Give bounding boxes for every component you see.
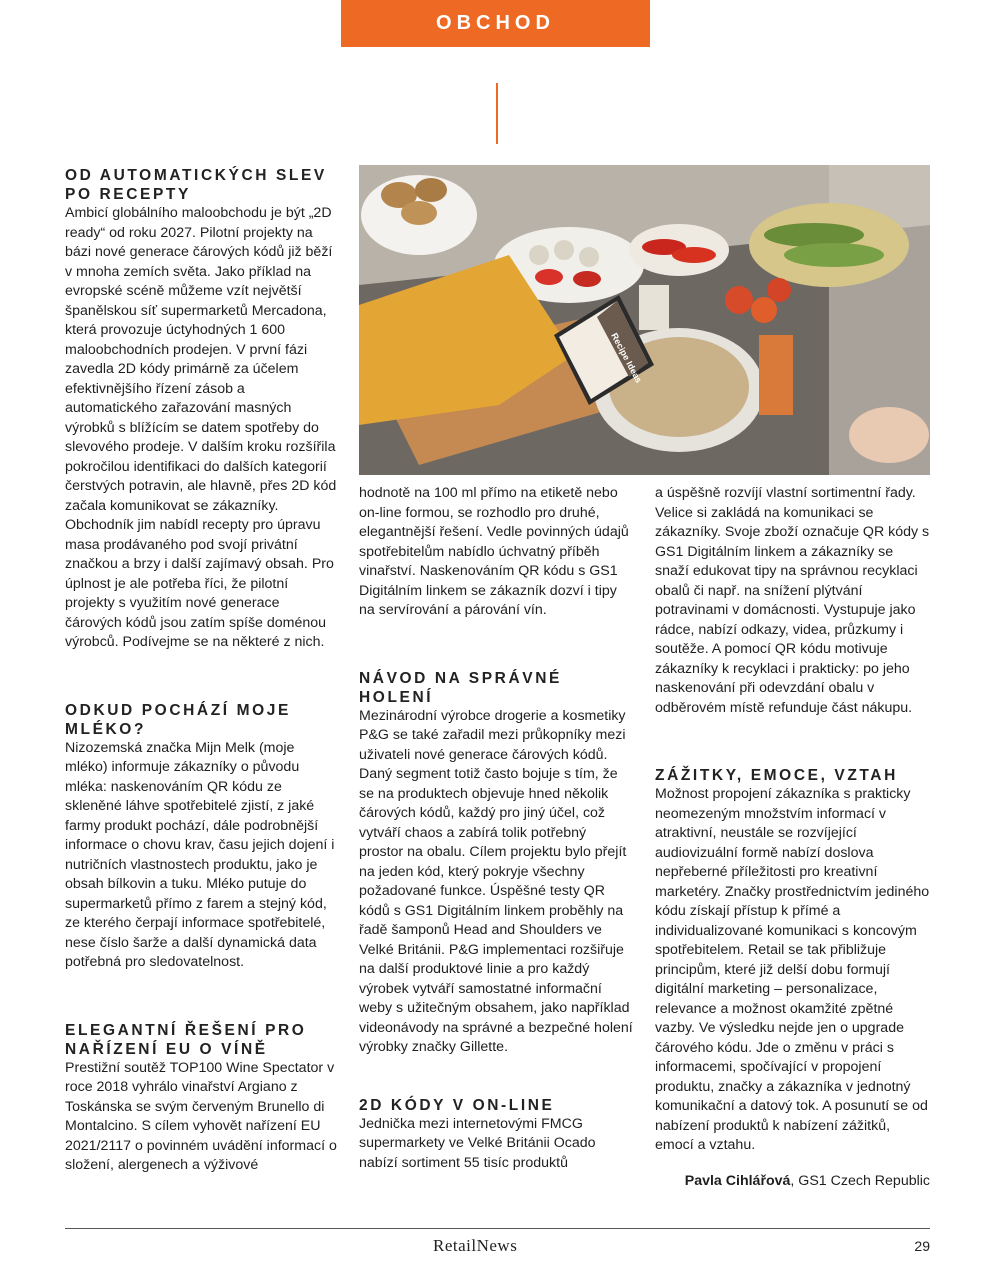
heading-automatic-discounts: OD AUTOMATICKÝCH SLEV PO RECEPTY (65, 167, 327, 203)
author-name: Pavla Cihlářová (684, 1173, 791, 1189)
magazine-logo: RetailNews (433, 1236, 518, 1255)
kitchen-scene-illustration (359, 165, 930, 475)
page-number: 29 (914, 1238, 930, 1254)
section-tag: OBCHOD (341, 0, 650, 47)
paragraph-ocado: Jednička mezi internetovými FMCG supermarkety ve Velké Británii Ocado nabízí sortiment 55 tisíc produktů (359, 1115, 596, 1171)
footer-rule (65, 1228, 930, 1229)
article-photo (359, 165, 930, 475)
paragraph-experiences: Možnost propojení zákazníka s prakticky neomezeným množstvím informací v atraktivní, neustále se rozvíjející audiovizuální formě nabízí doslova nepřeberné příležitosti pro kreativní marketéry. Značky prostřednictvím jediného kódu získají přístup k přímé a individualizované komunikaci s koncovým spotřebitelem. Retail se tak přibližuje principům, které již delší dobu formují digitální marketing – personalizace, relevance a možnost okamžité zpětné vazby. Ve výsledku nejde jen o upgrade čárového kódu. Jde o změnu v práci s informacemi, spočívající v propojení produktu, značky a zákazníka v jednotný komunikační a datový tok. A posunutí se od nabízení produktů k nabízení zážitků, emocí a vztahu. (655, 786, 930, 1153)
accent-line (496, 83, 498, 144)
heading-shaving-guide: NÁVOD NA SPRÁVNÉ HOLENÍ (359, 669, 562, 706)
column-3 (655, 484, 930, 1156)
column-1 (65, 166, 340, 1176)
paragraph-wine: Prestižní soutěž TOP100 Wine Spectator v roce 2018 vyhrálo vinařství Argiano z Toskánska se svým červeným Brunello di Montalcino. S cílem vyhovět nařízení EU 2021/2117 o povinném uvádění informací o složení, alergenech a výživové (65, 1059, 337, 1173)
heading-milk-origin: ODKUD POCHÁZÍ MOJE MLÉKO? (65, 701, 291, 738)
paragraph-intro: Ambicí globálního maloobchodu je být „2D ready“ od roku 2027. Pilotní projekty na bázi nové generace čárových kódů již běží v mnoha zemích světa. Jako příklad na evropské scéně můžeme vzít největší španělskou síť supermarketů Mercadona, která provozuje úctyhodných 1 600 maloobchodních prodejen. V první fázi zavedla 2D kódy primárně za účelem efektivnějšího řízení zásob a automatického zařazování masných výrobků s blížícím se datem spotřeby do slevového prodeje. V dalším kroku rozšířila pokročilou identifikaci do dalších kategorií čerstvých potravin, ale hlavně, přes 2D kód začala komunikovat se zákazníky. Obchodník jim nabídl recepty pro úpravu masa prodávaného pod svojí privátní značkou a brzy i další zajímavý obsah. Pro úplnost je ale potřeba říci, že pilotní projekty s využitím nové generace čárových kódů jsou zatím spíše doménou výrobců. Podívejme se na některé z nich. (65, 205, 337, 650)
author-affiliation: , GS1 Czech Republic (790, 1173, 930, 1189)
paragraph-wine-continued: hodnotě na 100 ml přímo na etiketě nebo on-line formou, se rozhodlo pro druhé, elegantnější řešení. Vedle povinných údajů spotřebitelům nabídlo úchvatný příběh vinařství. Naskenováním QR kódu s GS1 Digitálním linkem se zákazník dozví i tipy na servírování a párování vín. (359, 485, 629, 618)
paragraph-ocado-continued: a úspěšně rozvíjí vlastní sortimentní řady. Velice si zakládá na komunikaci se zákazníky. Svoje zboží označuje QR kódy s GS1 Digitálním linkem a zákazníky se snaží edukovat tipy na správnou recyklaci obalů či např. na snížení plýtvání potravinami v domácnosti. Vystupuje jako rádce, nabízí odkazy, videa, průzkumy i soutěže. A pomocí QR kódu motivuje zákazníky k recyklaci i prakticky: po jeho naskenování při odevzdání obalu v odběrovém místě refunduje část nákupu. (655, 485, 930, 716)
column-2 (359, 484, 634, 1173)
paragraph-milk: Nizozemská značka Mijn Melk (moje mléko) informuje zákazníky o původu mléka: naskenováním QR kódu ze skleněné láhve spotřebitelé zjistí, z jaké farmy produkt pochází, dále podrobnější informace o chovu krav, času jejich dojení i nutričních vlastnostech produktu, jako je obsah bílkovin a tuku. Mléko putuje do supermarketů přímo z farem a stejný kód, ze kterého čerpají informace spotřebitelé, nese číslo šarže a další dynamická data potřebná pro sledovatelnost. (65, 739, 335, 970)
phone-screen-text: Recipe Ideas (609, 331, 644, 385)
heading-wine-regulation: ELEGANTNÍ ŘEŠENÍ PRO NAŘÍZENÍ EU O VÍNĚ (65, 1021, 307, 1058)
heading-2d-codes-online: 2D KÓDY V ON-LINE (359, 1096, 555, 1114)
heading-experiences: ZÁŽITKY, EMOCE, VZTAH (655, 767, 898, 784)
author-signature (655, 1173, 930, 1189)
paragraph-shaving: Mezinárodní výrobce drogerie a kosmetiky P&G se také zařadil mezi průkopníky mezi uživateli nové generace čárových kódů. Daný segment totiž často bojuje s tím, že se na produktech objevuje hned několik čárových kódů, každý pro jiný účel, což vytváří chaos a zabírá tolik potřebný prostor na obalu. Cílem projektu bylo přejít na jeden kód, který pokryje všechny požadované funkce. Úspěšné testy QR kódů s GS1 Digitálním linkem proběhly na řadě šamponů Head and Shoulders ve Velké Británii. P&G implementaci rozšiřuje na další produktové linie a pro každý výrobek vytváří samostatné informační weby s užitečným obsahem, jako například videonávody na správné a bezpečné holení výrobky značky Gillette. (359, 707, 633, 1055)
